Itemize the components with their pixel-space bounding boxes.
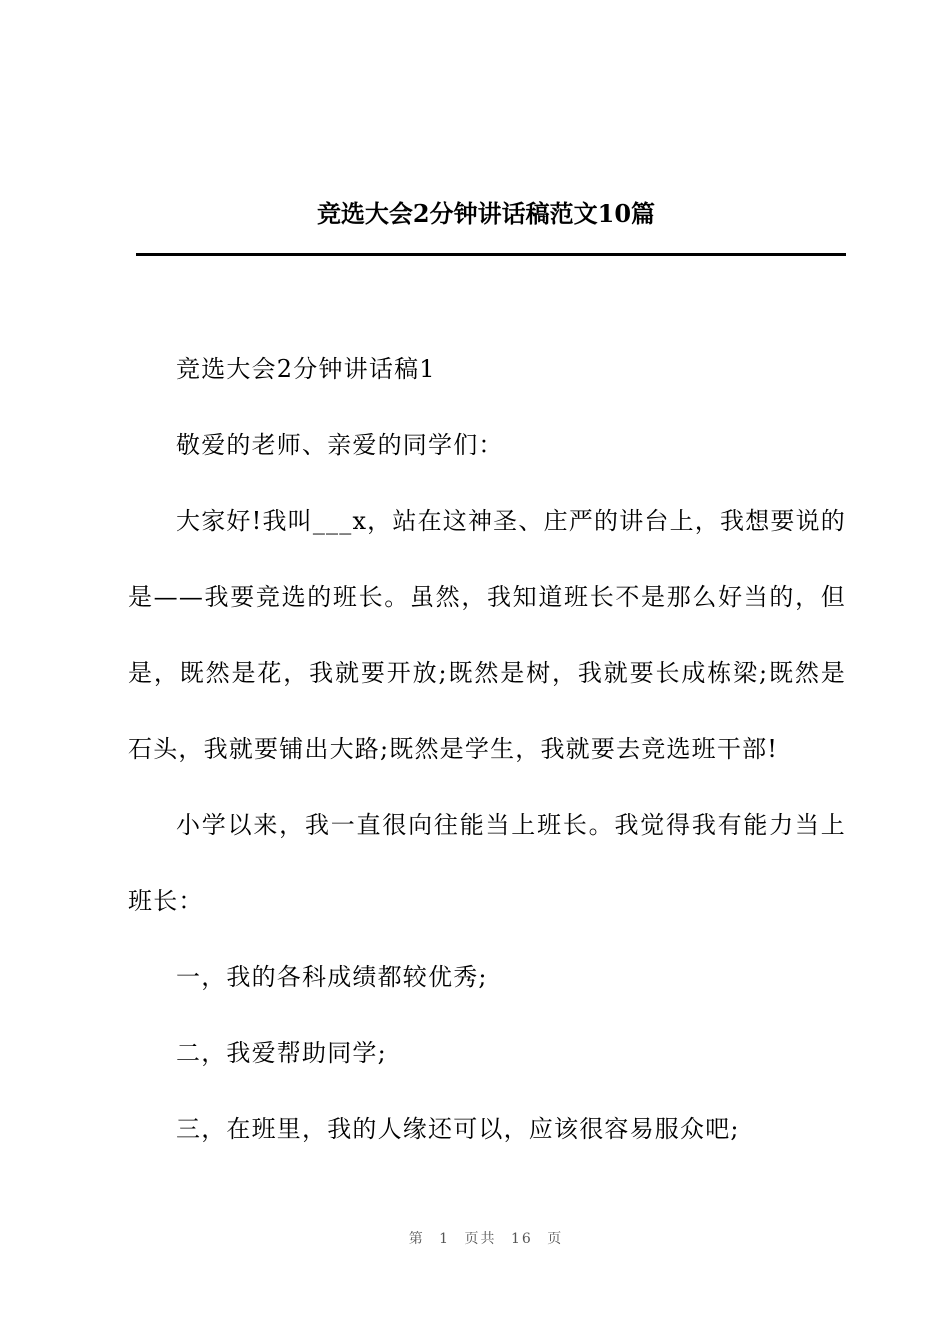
list-item: 二，我爱帮助同学; xyxy=(176,1039,387,1067)
document-title: 竞选大会2分钟讲话稿范文10篇 xyxy=(316,199,656,228)
title-divider xyxy=(136,253,846,256)
list-item: 一，我的各科成绩都较优秀; xyxy=(176,963,488,991)
body-paragraph: 小学以来，我一直很向往能当上班长。我觉得我有能力当上班长： xyxy=(128,811,846,915)
list-item: 三，在班里，我的人缘还可以，应该很容易服众吧; xyxy=(176,1115,740,1143)
document-body xyxy=(128,331,846,1167)
body-paragraph: 大家好!我叫___x，站在这神圣、庄严的讲台上，我想要说的是——我要竞选的班长。虽然，我知道班长不是那么好当的，但是，既然是花，我就要开放;既然是树，我就要长成栋梁;既然是石头，我就要铺出大路;既然是学生，我就要去竞选班干部! xyxy=(128,507,846,763)
section-heading: 竞选大会2分钟讲话稿1 xyxy=(176,355,436,383)
page-footer: 第 1 页共 16 页 xyxy=(408,1231,564,1247)
greeting-paragraph: 敬爱的老师、亲爱的同学们： xyxy=(176,431,504,459)
